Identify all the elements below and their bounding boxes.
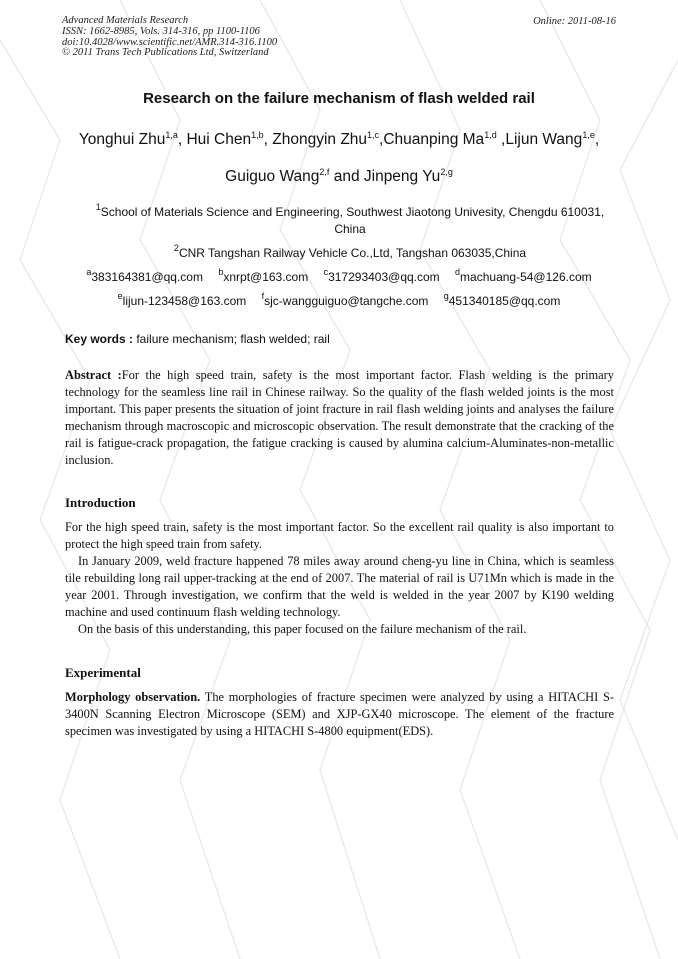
section-heading-experimental: Experimental <box>65 665 141 680</box>
affiliation-1: $^1$School of Materials Science and Engineering, Southwest Jiaotong Univesity, Chengdu 610031, China <box>95 202 605 236</box>
author: Lijun Wang$^{1,e}$, <box>505 130 600 148</box>
abstract-text: For the high speed train, safety is the most important factor. Flash welding is the primary technology for the seamless line rail in Chinese railway. So the quality of the flash welded joints is the most important. This paper presents the situation of joint fracture in rail flash welding joints and analyses the failure mechanism through macroscopic and microscopic observation. The result demonstrate that the cracking of the rail is fatigue-crack propagation, the fatigue cracking is caused by alumina calcium-Aluminates-non-metallic inclusion. <box>65 368 614 467</box>
doi: doi:10.4028/www.scientific.net/AMR.314-316.1100 <box>62 36 278 48</box>
keywords-label: Key words : <box>65 332 134 346</box>
section-heading-introduction: Introduction <box>65 495 136 510</box>
experimental-body <box>65 689 614 740</box>
keywords <box>65 332 330 346</box>
author: Yonghui Zhu$^{1,a}$, <box>78 130 187 148</box>
email-list-line-2 <box>0 291 678 308</box>
author-list-line-1 <box>0 131 678 149</box>
email: $^g$451340185@qq.com <box>443 291 561 308</box>
abstract <box>65 367 614 469</box>
paragraph: The morphologies of fracture specimen were analyzed by using a HITACHI S-3400N Scanning Electron Microscope (SEM) and XJP-GX40 microscope. The element of the fracture specimen was investigated by using a HITACHI S-4800 equipment(EDS). <box>65 690 615 738</box>
author: Guiguo Wang$^{2,f}$ and <box>225 167 364 185</box>
author-list-line-2 <box>0 168 678 186</box>
author: Hui Chen$^{1,b}$, <box>186 130 273 148</box>
email: $^b$xnrpt@163.com <box>218 267 309 284</box>
email: $^a$383164381@qq.com <box>86 267 203 284</box>
email: $^d$machuang-54@126.com <box>455 267 592 284</box>
online-date: Online: 2011-08-16 <box>533 16 616 27</box>
paragraph: For the high speed train, safety is the most important factor. So the excellent rail quality is also important to protect the high speed train from safety. <box>65 520 614 551</box>
email: $^c$317293403@qq.com <box>323 267 440 284</box>
running-header <box>62 16 277 59</box>
affiliation-2: $^2$CNR Tangshan Railway Vehicle Co.,Ltd, Tangshan 063035,China <box>173 243 527 260</box>
email: $^f$sjc-wangguiguo@tangche.com <box>261 291 429 308</box>
keywords-text: failure mechanism; flash welded; rail <box>133 332 330 346</box>
issn: ISSN: 1662-8985, Vols. 314-316, pp 1100-1106 <box>62 25 260 37</box>
author: Zhongyin Zhu$^{1,c}$, <box>272 130 384 148</box>
abstract-label: Abstract : <box>65 368 122 382</box>
copyright: © 2011 Trans Tech Publications Ltd, Switzerland <box>62 47 269 59</box>
email: $^e$lijun-123458@163.com <box>117 291 247 308</box>
author: Jinpeng Yu$^{2,g}$ <box>363 167 453 185</box>
introduction-body <box>65 519 614 638</box>
paragraph: In January 2009, weld fracture happened 78 miles away around cheng-yu line in China, which is seamless tile rebuilding long rail upper-tracking at the end of 2007. The material of rail is U71Mn which is made in the year 2001. Through investigation, we confirm that the weld is welded in the year 2007 by K190 welding machine and used continuum flash welding technology. <box>65 554 614 619</box>
email-list-line-1 <box>0 267 678 284</box>
paragraph: On the basis of this understanding, this paper focused on the failure mechanism of the rail. <box>78 622 527 636</box>
paper-title: Research on the failure mechanism of flash welded rail <box>143 90 535 107</box>
author: Chuanping Ma$^{1,d}$ , <box>383 130 506 148</box>
journal-name: Advanced Materials Research <box>62 15 189 26</box>
subsection-lead: Morphology observation. <box>65 690 201 704</box>
